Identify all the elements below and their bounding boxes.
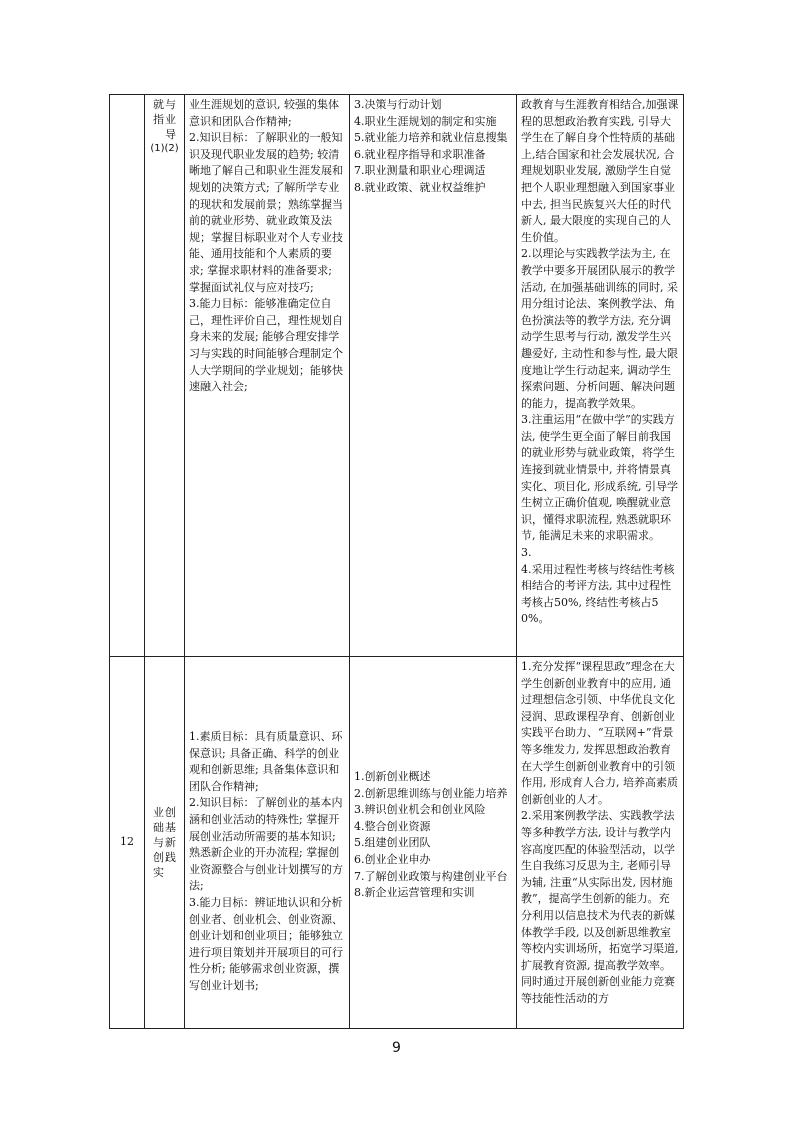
content-item: 4.整合创业资源 bbox=[354, 819, 431, 833]
goal-text: 1.素质目标：具有质量意识、环保意识; 具备正确、科学的创业观和创新思维; 具备集体意识和团队合作精神; bbox=[189, 730, 343, 793]
course-contents-cell bbox=[350, 657, 517, 1029]
method-text: 2.以理论与实践教学法为主, 在教学中要多开展团队展示的教学活动, 在加强基础训练的同时, 采用分组讨论法、案例教学法、角色扮演法等的教学方法, 充分调动学生思考与行动, 激发学生兴趣爱好, 主动性和参与性, 最大限度地让学生行动起来, 调动学生探索问题、分析问题、解决问题的能力，提高教学效果。 bbox=[521, 247, 678, 410]
course-goals-cell bbox=[185, 95, 350, 657]
goal-text: 3.能力目标：辨证地认识和分析创业者、创业机会、创业资源、创业计划和创业项目；能够独立进行项目策划并开展项目的可行性分析; 能够需求创业资源，撰写创业计划书; bbox=[189, 895, 343, 992]
course-name-char: 础 bbox=[153, 821, 164, 834]
course-name-char: 与 bbox=[165, 98, 176, 111]
course-name-char: 践 bbox=[165, 851, 176, 864]
course-name-char: 导 bbox=[165, 128, 176, 141]
content-item: 8.新企业运营管理和实训 bbox=[354, 886, 475, 900]
course-number-cell bbox=[110, 657, 145, 1029]
course-name-suffix: (1)(2) bbox=[150, 143, 179, 154]
page-number: 9 bbox=[392, 1040, 401, 1056]
course-name-vertical bbox=[147, 97, 182, 142]
course-name-column bbox=[165, 805, 176, 880]
course-name-column bbox=[165, 97, 176, 142]
method-text: 4.采用过程性考核与终结性考核相结合的考评方法, 其中过程性考核占50%, 终结性考核占50%。 bbox=[521, 562, 675, 626]
content-item: 6.创业企业申办 bbox=[354, 852, 431, 866]
content-item: 1.创新创业概述 bbox=[354, 770, 431, 783]
content-item: 6.就业程序指导和求职准备 bbox=[354, 147, 486, 161]
teaching-methods-cell bbox=[517, 95, 684, 657]
course-goals-cell bbox=[185, 657, 350, 1029]
course-number-cell bbox=[110, 95, 145, 657]
goal-text: 2.知识目标：了解创业的基本内涵和创业活动的特殊性; 掌握开展创业活动所需要的基本知识; 熟悉新企业的开办流程; 掌握创业资源整合与创业计划撰写的方法; bbox=[189, 796, 343, 893]
method-text: 3.注重运用“在做中学”的实践方法, 使学生更全面了解目前我国的就业形势与就业政策，将学生连接到就业情景中, 并将情景真实化、项目化, 形成系统, 引导学生树立正确价值观, 唤醒就业意识，懂得求职流程, 熟悉就职环节, 能满足未来的求职需求。 bbox=[521, 413, 678, 543]
course-name-char: 就 bbox=[153, 98, 164, 111]
goal-text: 业生涯规划的意识, 较强的集体意识和团队合作精神; bbox=[189, 98, 339, 128]
course-name-char: 与 bbox=[153, 836, 164, 849]
method-text: 1.充分发挥“课程思政”理念在大学生创新创业教育中的应用, 通过理想信念引领、中华优良文化浸润、思政课程孕育、创新创业实践平台助力、“互联网+”背景等多维发力, 发挥思想政治教育在大学生创新创业教育中的引领作用, 形成育人合力, 培养高素质创新创业的人才。 bbox=[521, 660, 678, 806]
course-name-char: 基 bbox=[165, 821, 176, 834]
course-name-char: 新 bbox=[165, 836, 176, 849]
course-name-char: 指 bbox=[153, 113, 164, 126]
table-row bbox=[110, 657, 684, 1029]
course-name-char: 业 bbox=[153, 806, 164, 819]
course-name-vertical bbox=[147, 805, 182, 880]
content-item: 4.职业生涯规划的制定和实施 bbox=[354, 114, 497, 128]
content-item: 3.辨识创业机会和创业风险 bbox=[354, 803, 486, 817]
content-item: 7.职业测量和职业心理调适 bbox=[354, 164, 486, 178]
course-name-cell bbox=[145, 95, 185, 657]
curriculum-table bbox=[109, 94, 684, 1029]
course-name-cell bbox=[145, 657, 185, 1029]
teaching-methods-cell bbox=[517, 657, 684, 1029]
content-item: 5.组建创业团队 bbox=[354, 836, 431, 850]
goal-text: 2.知识目标：了解职业的一般知识及现代职业发展的趋势; 较清晰地了解自己和职业生涯发展和规划的决策方式; 了解所学专业的现状和发展前景；熟练掌握当前的就业形势、就业政策及法规；掌握目标职业对个人专业技能、通用技能和个人素质的要求; 掌握求职材料的准备要求; 掌握面试礼仪与应对技巧; bbox=[189, 131, 343, 294]
course-name-column bbox=[153, 97, 164, 142]
course-contents-cell bbox=[350, 95, 517, 657]
content-item: 5.就业能力培养和就业信息搜集 bbox=[354, 131, 508, 145]
content-item: 7.了解创业政策与构建创业平台 bbox=[354, 869, 508, 883]
table-row bbox=[110, 95, 684, 657]
content-item: 3.决策与行动计划 bbox=[354, 98, 442, 111]
course-name-char: 实 bbox=[153, 866, 164, 879]
method-text: 政教育与生涯教育相结合,加强课程的思想政治教育实践, 引导大学生在了解自身个性特质的基础上,结合国家和社会发展状况, 合理规划职业发展, 激励学生自觉把个人职业理想融入到国家事业中去, 担当民族复兴大任的时代新人, 最大限度的实现自己的人生价值。 bbox=[521, 98, 679, 244]
content-item: 8.就业政策、就业权益维护 bbox=[354, 180, 486, 194]
course-name-char: 创 bbox=[153, 851, 164, 864]
goal-text: 3.能力目标：能够准确定位自己，理性评价自己，理性规划自身未来的发展; 能够合理安排学习与实践的时间能够合理制定个人大学期间的学业规划；能够快速融入社会; bbox=[189, 297, 343, 394]
course-name-column bbox=[153, 805, 164, 880]
method-text: 3. bbox=[521, 546, 532, 560]
course-name-char: 业 bbox=[165, 113, 176, 126]
content-item: 2.创新思维训练与创业能力培养 bbox=[354, 786, 508, 800]
course-number: 12 bbox=[120, 835, 134, 849]
method-text: 2.采用案例教学法、实践教学法等多种教学方法, 设计与教学内容高度匹配的体验型活动，以学生自我练习反思为主, 老师引导为辅, 注重“从实际出发, 因材施教”，提高学生创新的能力。充分利用以信息技术为代表的新媒体教学手段, 以及创新思维教室等校内实训场所，拓宽学习渠道, 扩展教育资源, 提高教学效率。同时通过开展创新创业能力竞赛等技能性活动的方 bbox=[521, 809, 679, 1005]
course-name-char: 创 bbox=[165, 806, 176, 819]
